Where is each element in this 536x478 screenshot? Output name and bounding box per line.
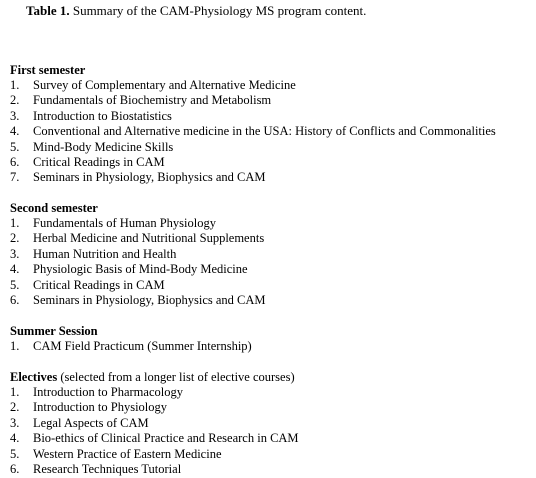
list-item-number: 3. [10, 246, 20, 261]
list-item-text: Mind-Body Medicine Skills [33, 139, 174, 154]
list-item-number: 1. [10, 339, 20, 353]
course-list [10, 339, 534, 354]
list-item [10, 278, 534, 293]
course-list [10, 385, 534, 477]
table-caption-text: Summary of the CAM-Physiology MS program content. [72, 3, 367, 18]
list-item [10, 109, 534, 124]
list-item-text: Western Practice of Eastern Medicine [33, 446, 222, 461]
list-item-text: CAM Field Practicum (Summer Internship) [33, 339, 252, 353]
list-item-text: Bio-ethics of Clinical Practice and Research in CAM [33, 431, 299, 446]
list-item [10, 247, 534, 262]
list-item [10, 447, 534, 462]
list-item [10, 93, 534, 108]
course-list [10, 78, 534, 186]
list-item [10, 140, 534, 155]
list-item-number: 6. [10, 154, 20, 169]
list-item-number: 4. [10, 262, 20, 277]
list-item-number: 3. [10, 108, 20, 123]
list-item [10, 262, 534, 277]
list-item-number: 1. [10, 216, 20, 230]
list-item-text: Seminars in Physiology, Biophysics and CAM [33, 292, 266, 307]
list-item-text: Herbal Medicine and Nutritional Supplements [33, 231, 265, 246]
list-item-number: 4. [10, 431, 20, 446]
list-item [10, 385, 534, 400]
list-item-text: Introduction to Physiology [33, 400, 168, 415]
table-caption-label: Table 1. [26, 3, 70, 18]
section-first-semester [10, 63, 534, 186]
list-item-text: Critical Readings in CAM [33, 154, 165, 169]
section-heading-title: Second semester [10, 201, 98, 215]
list-item [10, 231, 534, 246]
list-item-number: 2. [10, 231, 20, 246]
course-list [10, 216, 534, 308]
table-caption [26, 3, 366, 19]
section-heading-title: Electives [10, 370, 58, 384]
list-item-text: Research Techniques Tutorial [33, 461, 182, 476]
list-item-number: 3. [10, 415, 20, 430]
list-item-number: 5. [10, 139, 20, 154]
section-heading [10, 324, 534, 339]
list-item-text: Seminars in Physiology, Biophysics and CAM [33, 170, 266, 185]
section-summer-session [10, 324, 534, 354]
list-item-number: 5. [10, 277, 20, 292]
section-electives [10, 370, 534, 477]
list-item [10, 216, 534, 231]
list-item-text: Conventional and Alternative medicine in the USA: History of Conflicts and Commonalities [33, 124, 496, 139]
list-item [10, 339, 534, 354]
list-item-text: Physiologic Basis of Mind-Body Medicine [33, 262, 248, 277]
list-item-text: Fundamentals of Human Physiology [33, 216, 216, 230]
section-second-semester [10, 201, 534, 308]
list-item-number: 6. [10, 292, 20, 307]
list-item-number: 5. [10, 446, 20, 461]
list-item-text: Legal Aspects of CAM [33, 415, 149, 430]
section-heading-note: (selected from a longer list of elective courses) [57, 370, 295, 384]
list-item [10, 124, 534, 139]
list-item-text: Survey of Complementary and Alternative Medicine [33, 78, 296, 92]
list-item-number: 6. [10, 461, 20, 476]
list-item-text: Fundamentals of Biochemistry and Metabolism [33, 93, 272, 108]
list-item [10, 462, 534, 477]
list-item-number: 7. [10, 170, 20, 185]
list-item-number: 1. [10, 385, 20, 399]
section-heading [10, 63, 534, 78]
list-item [10, 170, 534, 185]
list-item-number: 1. [10, 78, 20, 92]
list-item-text: Human Nutrition and Health [33, 246, 177, 261]
list-item [10, 293, 534, 308]
list-item-text: Introduction to Biostatistics [33, 108, 172, 123]
list-item-text: Introduction to Pharmacology [33, 385, 183, 399]
list-item-number: 2. [10, 400, 20, 415]
list-item-text: Critical Readings in CAM [33, 277, 165, 292]
list-item-number: 2. [10, 93, 20, 108]
list-item-number: 4. [10, 124, 20, 139]
section-heading-title: First semester [10, 63, 86, 77]
section-heading [10, 201, 534, 216]
list-item [10, 400, 534, 415]
section-heading-title: Summer Session [10, 324, 98, 338]
list-item [10, 78, 534, 93]
list-item [10, 155, 534, 170]
section-heading [10, 370, 534, 385]
list-item [10, 416, 534, 431]
list-item [10, 431, 534, 446]
